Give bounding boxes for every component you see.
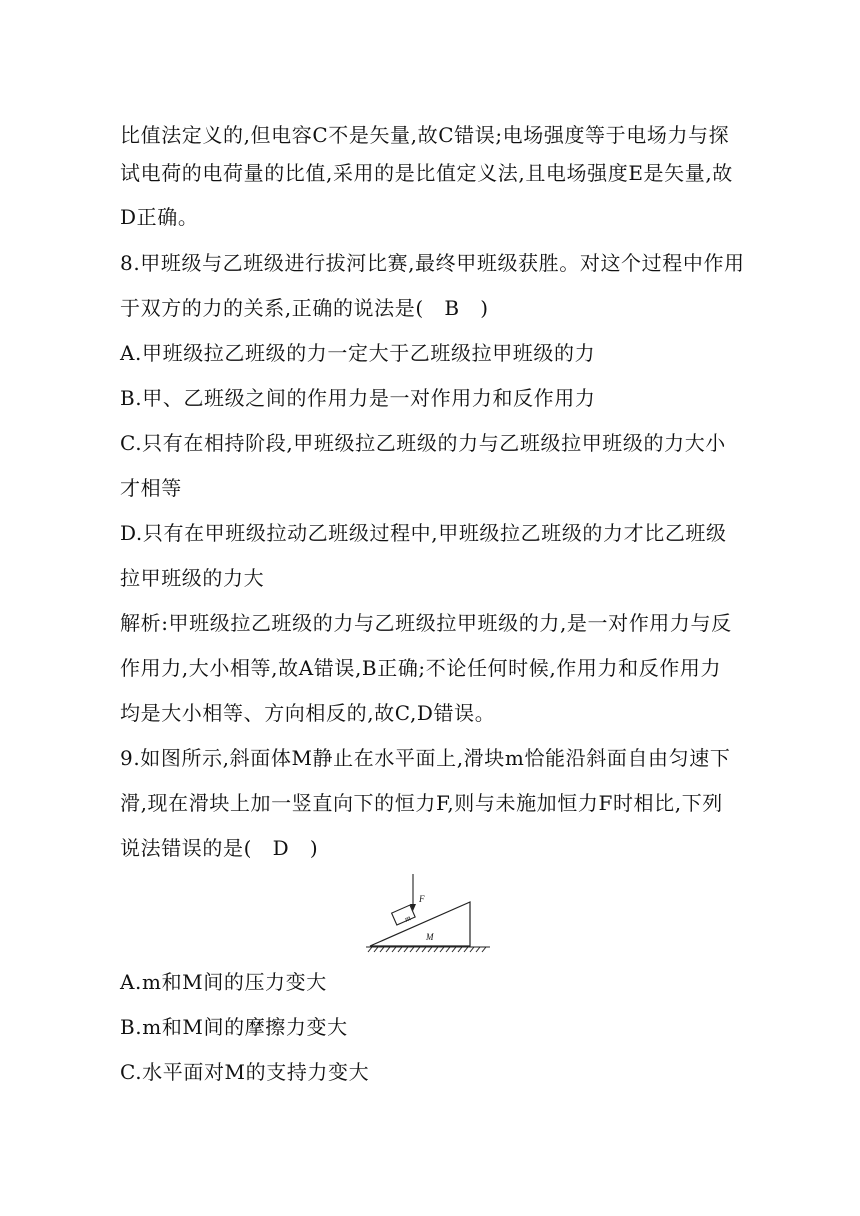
question-9-stem: 滑,现在滑块上加一竖直向下的恒力F,则与未施加恒力F时相比,下列 (120, 791, 723, 815)
incline-label: M (426, 932, 434, 942)
question-8-stem: 8.甲班级与乙班级进行拔河比赛,最终甲班级获胜。对这个过程中作用 (120, 251, 745, 275)
option-d: 拉甲班级的力大 (120, 566, 265, 590)
analysis-text: 解析:甲班级拉乙班级的力与乙班级拉甲班级的力,是一对作用力与反 (120, 611, 732, 635)
question-9-stem: 说法错误的是( D ) (120, 836, 319, 860)
question-8-stem: 于双方的力的关系,正确的说法是( B ) (120, 296, 489, 320)
option-c: C.只有在相持阶段,甲班级拉乙班级的力与乙班级拉甲班级的力大小 (120, 431, 726, 455)
force-label: F (419, 894, 425, 904)
text-line: 试电荷的电荷量的比值,采用的是比值定义法,且电场强度E是矢量,故 (120, 161, 733, 185)
text-line: 比值法定义的,但电容C不是矢量,故C错误;电场强度等于电场力与探 (120, 123, 730, 147)
option-c: C.水平面对M的支持力变大 (120, 1060, 370, 1084)
question-9-stem: 9.如图所示,斜面体M静止在水平面上,滑块m恰能沿斜面自由匀速下 (120, 746, 731, 770)
option-c: 才相等 (120, 476, 182, 500)
analysis-text: 作用力,大小相等,故A错误,B正确;不论任何时候,作用力和反作用力 (120, 656, 722, 680)
analysis-text: 均是大小相等、方向相反的,故C,D错误。 (120, 701, 496, 725)
incline-figure (360, 870, 500, 956)
option-d: D.只有在甲班级拉动乙班级过程中,甲班级拉乙班级的力才比乙班级 (120, 521, 727, 545)
option-b: B.甲、乙班级之间的作用力是一对作用力和反作用力 (120, 386, 596, 410)
incline-body (370, 902, 470, 946)
block-label: m (403, 913, 413, 924)
ground-hatch (366, 947, 490, 952)
text-line: D正确。 (120, 205, 199, 229)
option-b: B.m和M间的摩擦力变大 (120, 1015, 348, 1039)
option-a: A.m和M间的压力变大 (120, 970, 327, 994)
option-a: A.甲班级拉乙班级的力一定大于乙班级拉甲班级的力 (120, 341, 596, 365)
